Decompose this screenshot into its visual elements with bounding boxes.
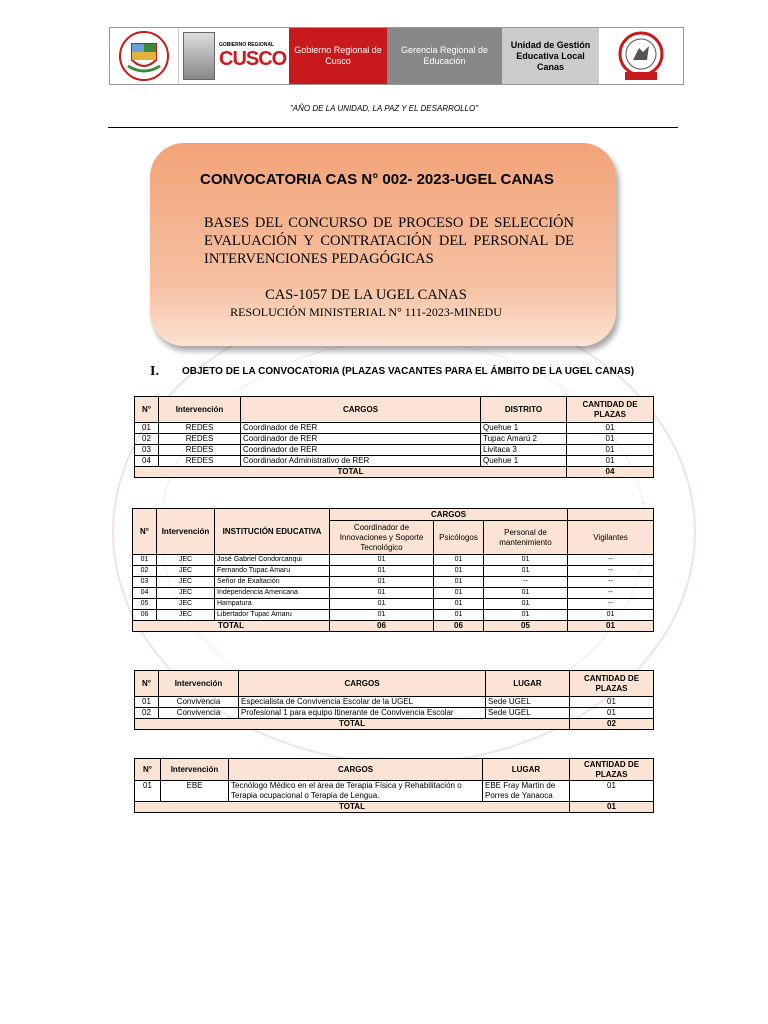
cell-coordinador: 01 [330,566,434,577]
cell-psicologos: 01 [434,588,484,599]
convocatoria-description: BASES DEL CONCURSO DE PROCESO DE SELECCIÓN EVALUACIÓN Y CONTRATACIÓN DEL PERSONAL DE INTERVENCIONES PEDAGÓGICAS [204,215,574,267]
cell-institucion: Señor de Exaltación [215,577,330,588]
header-divider [108,127,678,128]
total-vigilantes: 01 [568,621,654,632]
cell-intervencion: Convivencia [159,708,239,719]
cell-coordinador: 01 [330,577,434,588]
col-header-lugar: LUGAR [486,671,570,697]
cell-mantenimiento: 01 [484,566,568,577]
cell-num: 02 [135,434,159,445]
cell-institucion: Independencia Americana [215,588,330,599]
cell-lugar: Sede UGEL [486,697,570,708]
cell-vigilantes: -- [568,566,654,577]
cell-plazas: 01 [567,445,654,456]
cell-num: 04 [135,456,159,467]
cell-lugar: EBE Fray Martín de Porres de Yanaoca [483,781,570,802]
cell-mantenimiento: 01 [484,599,568,610]
year-motto: "AÑO DE LA UNIDAD, LA PAZ Y EL DESARROLLO" [289,104,479,113]
cell-psicologos: 01 [434,555,484,566]
cell-coordinador: 01 [330,555,434,566]
table-ebe [134,758,654,813]
table-row [133,599,654,610]
section-number: I. [150,364,159,379]
cell-mantenimiento: -- [484,577,568,588]
total-value: 01 [570,802,654,813]
cell-num: 04 [133,588,157,599]
col-header-plazas: CANTIDAD DE PLAZAS [570,759,654,781]
col-header-intervencion: Intervención [161,759,229,781]
cas-label: CAS-1057 DE LA UGEL CANAS [265,287,467,303]
total-row [135,467,654,478]
cell-coordinador: 01 [330,599,434,610]
col-header-coordinador: Coordinador de Innovaciones y Soporte Tecnológico [330,521,434,555]
col-header-plazas: CANTIDAD DE PLAZAS [567,397,654,423]
col-header-lugar: LUGAR [483,759,570,781]
cell-num: 01 [135,697,159,708]
cell-distrito: Quehue 1 [481,456,567,467]
cell-intervencion: JEC [157,555,215,566]
cell-num: 01 [133,555,157,566]
cell-coordinador: 01 [330,588,434,599]
cell-intervencion: REDES [159,456,241,467]
total-mantenimiento: 05 [484,621,568,632]
cell-intervencion: Convivencia [159,697,239,708]
table-row [135,445,654,456]
table-row [135,697,654,708]
col-header-cargos: CARGOS [330,509,568,521]
cell-mantenimiento: 01 [484,555,568,566]
col-header-institucion: INSTITUCIÓN EDUCATIVA [215,509,330,555]
cell-intervencion: EBE [161,781,229,802]
cell-num: 03 [135,445,159,456]
col-header-cargos: CARGOS [239,671,486,697]
col-header-cargos: CARGOS [241,397,481,423]
peru-coat-of-arms-logo [110,28,178,84]
cell-cargo: Coordinador Administrativo de RER [241,456,481,467]
header-bar [109,27,684,85]
table-row [135,423,654,434]
col-header-empty [568,509,654,521]
total-label: TOTAL [135,802,570,813]
total-value: 02 [570,719,654,730]
cell-psicologos: 01 [434,577,484,588]
cell-distrito: Tupac Amarú 2 [481,434,567,445]
col-header-intervencion: Intervención [157,509,215,555]
cell-cargo: Tecnólogo Médico en el área de Terapia Física y Rehabilitación o Terapia ocupacional o Terapia de Lengua. [229,781,483,802]
cell-plazas: 01 [570,697,654,708]
col-header-plazas: CANTIDAD DE PLAZAS [570,671,654,697]
cusco-logo-title: CUSCO [219,47,287,70]
cell-intervencion: JEC [157,588,215,599]
cell-psicologos: 01 [434,599,484,610]
cell-vigilantes: -- [568,555,654,566]
cell-intervencion: JEC [157,577,215,588]
cell-vigilantes: -- [568,577,654,588]
cell-mantenimiento: 01 [484,610,568,621]
cell-plazas: 01 [570,708,654,719]
cell-vigilantes: -- [568,588,654,599]
cell-psicologos: 01 [434,610,484,621]
col-header-psicologos: Psicólogos [434,521,484,555]
cell-num: 02 [135,708,159,719]
total-label: TOTAL [135,467,567,478]
table-row [135,456,654,467]
cell-mantenimiento: 01 [484,588,568,599]
total-psicologos: 06 [434,621,484,632]
cell-institucion: Fernando Tupac Amaru [215,566,330,577]
cusco-logo-subtitle: GOBIERNO REGIONAL [219,41,275,48]
cell-intervencion: JEC [157,610,215,621]
cell-institucion: José Gabriel Condorcanqui [215,555,330,566]
col-header-intervencion: Intervención [159,671,239,697]
convocatoria-title: CONVOCATORIA CAS N° 002- 2023-UGEL CANAS [200,171,554,188]
col-header-distrito: DISTRITO [481,397,567,423]
total-row [135,719,654,730]
table-row [135,781,654,802]
cell-intervencion: REDES [159,445,241,456]
cell-distrito: Livitaca 3 [481,445,567,456]
table-jec [132,508,654,632]
cell-num: 05 [133,599,157,610]
cell-plazas: 01 [567,423,654,434]
cell-plazas: 01 [570,781,654,802]
cell-intervencion: REDES [159,434,241,445]
tower-icon [183,32,215,80]
col-header-intervencion: Intervención [159,397,241,423]
table-row [133,566,654,577]
cell-plazas: 01 [567,434,654,445]
table-redes [134,396,654,478]
cell-vigilantes: 01 [568,610,654,621]
cell-plazas: 01 [567,456,654,467]
cell-cargo: Coordinador de RER [241,434,481,445]
cell-coordinador: 01 [330,610,434,621]
total-label: TOTAL [135,719,570,730]
cusco-regional-logo [178,28,289,84]
cell-psicologos: 01 [434,566,484,577]
table-row [133,577,654,588]
col-header-num: N° [135,397,159,423]
table-convivencia [134,670,654,730]
cell-lugar: Sede UGEL [486,708,570,719]
cell-institucion: Libertador Tupac Amaru [215,610,330,621]
cell-intervencion: REDES [159,423,241,434]
cell-num: 02 [133,566,157,577]
col-header-num: N° [135,671,159,697]
cell-num: 03 [133,577,157,588]
cell-num: 01 [135,423,159,434]
col-header-cargos: CARGOS [229,759,483,781]
table-row [133,610,654,621]
total-label: TOTAL [133,621,330,632]
cell-vigilantes: -- [568,599,654,610]
cell-distrito: Quehue 1 [481,423,567,434]
cell-cargo: Coordinador de RER [241,445,481,456]
section-title: OBJETO DE LA CONVOCATORIA (PLAZAS VACANTES PARA EL ÁMBITO DE LA UGEL CANAS) [182,366,635,377]
col-header-num: N° [133,509,157,555]
cell-intervencion: JEC [157,566,215,577]
header-box-ugel: Unidad de Gestión Educativa Local Canas [502,28,599,84]
table-row [135,434,654,445]
cell-institucion: Hampatura [215,599,330,610]
total-row [135,802,654,813]
cell-cargo: Especialista de Convivencia Escolar de la UGEL [239,697,486,708]
col-header-vigilantes: Vigilantes [568,521,654,555]
cell-cargo: Coordinador de RER [241,423,481,434]
cell-cargo: Profesional 1 para equipo Itinerante de Convivencia Escolar [239,708,486,719]
col-header-mantenimiento: Personal de mantenimiento [484,521,568,555]
total-coordinador: 06 [330,621,434,632]
cell-num: 06 [133,610,157,621]
resolution-label: RESOLUCIÓN MINISTERIAL N° 111-2023-MINEDU [230,305,502,319]
total-value: 04 [567,467,654,478]
header-box-gobierno: Gobierno Regional de Cusco [289,28,387,84]
header-box-gerencia: Gerencia Regional de Educación [387,28,502,84]
col-header-num: N° [135,759,161,781]
cell-intervencion: JEC [157,599,215,610]
table-row [133,588,654,599]
cell-num: 01 [135,781,161,802]
ugel-canas-logo [599,28,683,84]
total-row [133,621,654,632]
table-row [133,555,654,566]
table-row [135,708,654,719]
